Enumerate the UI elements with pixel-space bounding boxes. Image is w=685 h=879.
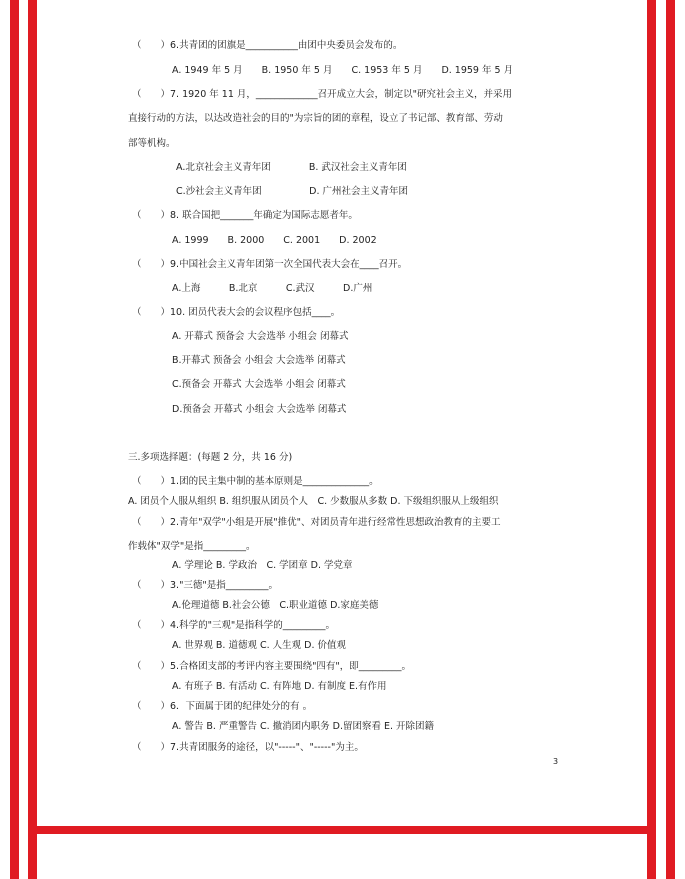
question-multi-5: （ ）5.合格团支部的考评内容主要围绕"四有"，即_________。 bbox=[132, 661, 412, 672]
options-multi-6: A. 警告 B. 严重警告 C. 撤消团内职务 D.留团察看 E. 开除团籍 bbox=[172, 721, 435, 732]
option-c-single-10: C.预备会 开幕式 大会选举 小组会 闭幕式 bbox=[172, 379, 346, 390]
question-single-7-cont: 直接行动的方法，以达改造社会的目的"为宗旨的团的章程，设立了书记部、教育部、劳动 bbox=[128, 113, 503, 124]
right-outer-red-border bbox=[666, 0, 675, 879]
question-single-6: （ ）6.共青团的团旗是___________由团中央委员会发布的。 bbox=[132, 40, 403, 51]
question-multi-2-cont: 作载体"双学"是指_________。 bbox=[128, 541, 256, 552]
question-multi-4: （ ）4.科学的"三观"是指科学的_________。 bbox=[132, 620, 336, 631]
right-inner-red-border bbox=[647, 0, 656, 879]
page-number: 3 bbox=[553, 757, 559, 766]
options-single-6: A. 1949 年 5 月 B. 1950 年 5 月 C. 1953 年 5 月 D. 1959 年 5 月 bbox=[172, 65, 514, 76]
left-outer-red-border bbox=[10, 0, 19, 879]
question-single-9: （ ）9.中国社会主义青年团第一次全国代表大会在____召开。 bbox=[132, 259, 408, 270]
option-b-single-10: B.开幕式 预备会 小组会 大会选举 闭幕式 bbox=[172, 355, 346, 366]
bottom-red-border bbox=[28, 826, 656, 834]
question-multi-6: （ ）6．下面属于团的纪律处分的有 。 bbox=[132, 701, 313, 712]
question-multi-1: （ ）1.团的民主集中制的基本原则是______________。 bbox=[132, 476, 379, 487]
question-multi-7: （ ）7.共青团服务的途径，以"-----"、"-----"为主。 bbox=[132, 742, 364, 753]
option-c-d-single-7: C.沙社会主义青年团 D. 广州社会主义青年团 bbox=[176, 186, 409, 197]
question-single-7-cont: 部等机构。 bbox=[128, 138, 176, 149]
options-multi-1: A. 团员个人服从组织 B. 组织服从团员个人 C. 少数服从多数 D. 下级组织服从上级组织 bbox=[128, 496, 499, 507]
options-single-9: A.上海 B.北京 C.武汉 D.广州 bbox=[172, 283, 373, 294]
options-multi-3: A.伦理道德 B.社会公德 C.职业道德 D.家庭美德 bbox=[172, 600, 379, 611]
question-single-7: （ ）7. 1920 年 11 月，_____________召开成立大会，制定以"研究社会主义，并采用 bbox=[132, 89, 513, 100]
options-single-8: A. 1999 B. 2000 C. 2001 D. 2002 bbox=[172, 235, 377, 246]
section-heading-multiple-choice: 三.多项选择题：(每题 2 分，共 16 分) bbox=[128, 452, 293, 463]
left-inner-red-border bbox=[28, 0, 37, 879]
option-d-single-10: D.预备会 开幕式 小组会 大会选举 闭幕式 bbox=[172, 404, 347, 415]
question-multi-2: （ ）2.青年"双学"小组是开展"推优"、对团员青年进行经常性思想政治教育的主要工 bbox=[132, 517, 501, 528]
question-single-8: （ ）8. 联合国把_______年确定为国际志愿者年。 bbox=[132, 210, 358, 221]
option-a-b-single-7: A.北京社会主义青年团 B. 武汉社会主义青年团 bbox=[176, 162, 407, 173]
question-multi-3: （ ）3."三德"是指_________。 bbox=[132, 580, 279, 591]
options-multi-2: A. 学理论 B. 学政治 C. 学团章 D. 学党章 bbox=[172, 560, 353, 571]
options-multi-4: A. 世界观 B. 道德观 C. 人生观 D. 价值观 bbox=[172, 640, 347, 651]
options-multi-5: A. 有班子 B. 有活动 C. 有阵地 D. 有制度 E.有作用 bbox=[172, 681, 387, 692]
question-single-10: （ ）10. 团员代表大会的会议程序包括____。 bbox=[132, 307, 341, 318]
option-a-single-10: A. 开幕式 预备会 大会选举 小组会 闭幕式 bbox=[172, 331, 349, 342]
